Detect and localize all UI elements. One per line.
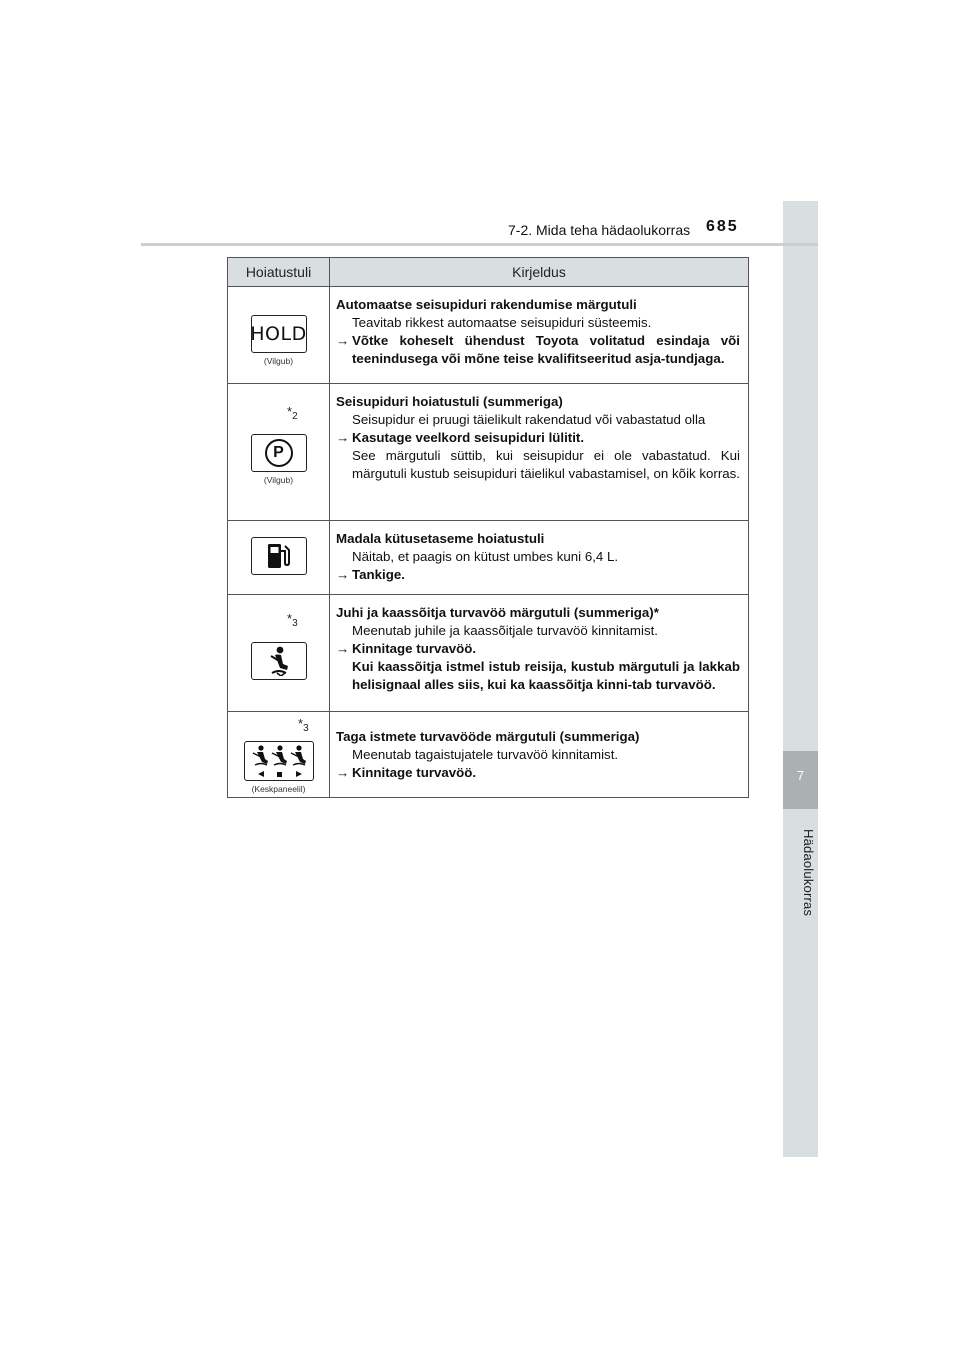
rear-seatbelt-icon <box>244 741 314 781</box>
section-title: 7-2. Mida teha hädaolukorras <box>508 222 691 238</box>
indicator-cell <box>228 287 330 384</box>
row-extra: Kui kaassõitja istmel istub reisija, kustub märgutuli ja lakkab helisignaal alles siis, kui ka kaassõitja kinni-tab turvavöö. <box>352 659 740 692</box>
hold-lamp-icon: HOLD <box>251 315 307 353</box>
warning-lights-table <box>227 257 749 798</box>
row-title: Madala kütusetaseme hoiatustuli <box>336 531 545 546</box>
row-action: → Tankige. <box>336 567 405 582</box>
description-cell <box>330 595 749 712</box>
footnote-marker: $*_3$ <box>298 716 309 734</box>
indicator-cell <box>228 595 330 712</box>
row-action: → Kinnitage turvavöö. <box>336 641 477 656</box>
description-cell <box>330 521 749 595</box>
row-title: Juhi ja kaassõitja turvavöö märgutuli (summeriga)* <box>336 605 659 620</box>
row-body: Meenutab tagaistujatele turvavöö kinnitamist. <box>352 747 619 762</box>
footnote-marker: $*_2$ <box>287 404 298 422</box>
row-body: Meenutab juhile ja kaassõitjale turvavöö kinnitamist. <box>352 623 658 638</box>
indicator-cell <box>228 384 330 521</box>
row-action: → Kinnitage turvavöö. <box>336 765 477 780</box>
table-row <box>228 521 749 595</box>
row-body: Seisupidur ei pruugi täielikult rakendatud või vabastatud olla <box>352 412 706 427</box>
row-body: Näitab, et paagis on kütust umbes kuni 6,4 L. <box>352 549 619 564</box>
row-body: Teavitab rikkest automaatse seisupiduri süsteemis. <box>352 315 652 330</box>
indicator-cell <box>228 712 330 798</box>
footnote-marker: $*_3$ <box>287 611 298 629</box>
col-indicator: Hoiatustuli <box>228 258 330 287</box>
chapter-number: 7 <box>796 768 805 783</box>
table-row <box>228 712 749 798</box>
description-cell <box>330 287 749 384</box>
row-extra: See märgutuli süttib, kui seisupidur ei ole vabastatud. Kui märgutuli kustub seisupiduri täielikul vabastamisel, on kõik korras. <box>352 448 740 481</box>
row-title: Seisupiduri hoiatustuli (summeriga) <box>336 394 563 409</box>
blink-note: (Vilgub) <box>263 356 294 366</box>
description-cell <box>330 384 749 521</box>
row-title: Automaatse seisupiduri rakendumise märgutuli <box>336 297 637 312</box>
parking-brake-icon: P <box>251 434 307 472</box>
table-row <box>228 595 749 712</box>
table-header-row <box>228 258 749 287</box>
indicator-cell <box>228 521 330 595</box>
table-row <box>228 384 749 521</box>
description-cell <box>330 712 749 798</box>
row-action: → Kasutage veelkord seisupiduri lülitit. <box>336 430 585 445</box>
row-action: → Võtke koheselt ühendust Toyota volitatud esindaja või teenindusega või mõne teise kvalifitseeritud asja-tundjaga. <box>336 333 740 366</box>
row-title: Taga istmete turvavööde märgutuli (summeriga) <box>336 729 640 744</box>
header-rule <box>141 243 818 246</box>
location-note: (Keskpaneelil) <box>251 784 306 794</box>
blink-note: (Vilgub) <box>263 475 294 485</box>
chapter-side-tab <box>783 201 818 1157</box>
table-row <box>228 287 749 384</box>
col-description: Kirjeldus <box>330 258 749 287</box>
chapter-label: Hädaolukorras <box>801 829 816 917</box>
fuel-pump-icon <box>251 537 307 575</box>
page-number: 685 <box>706 218 739 235</box>
seatbelt-icon <box>251 642 307 680</box>
